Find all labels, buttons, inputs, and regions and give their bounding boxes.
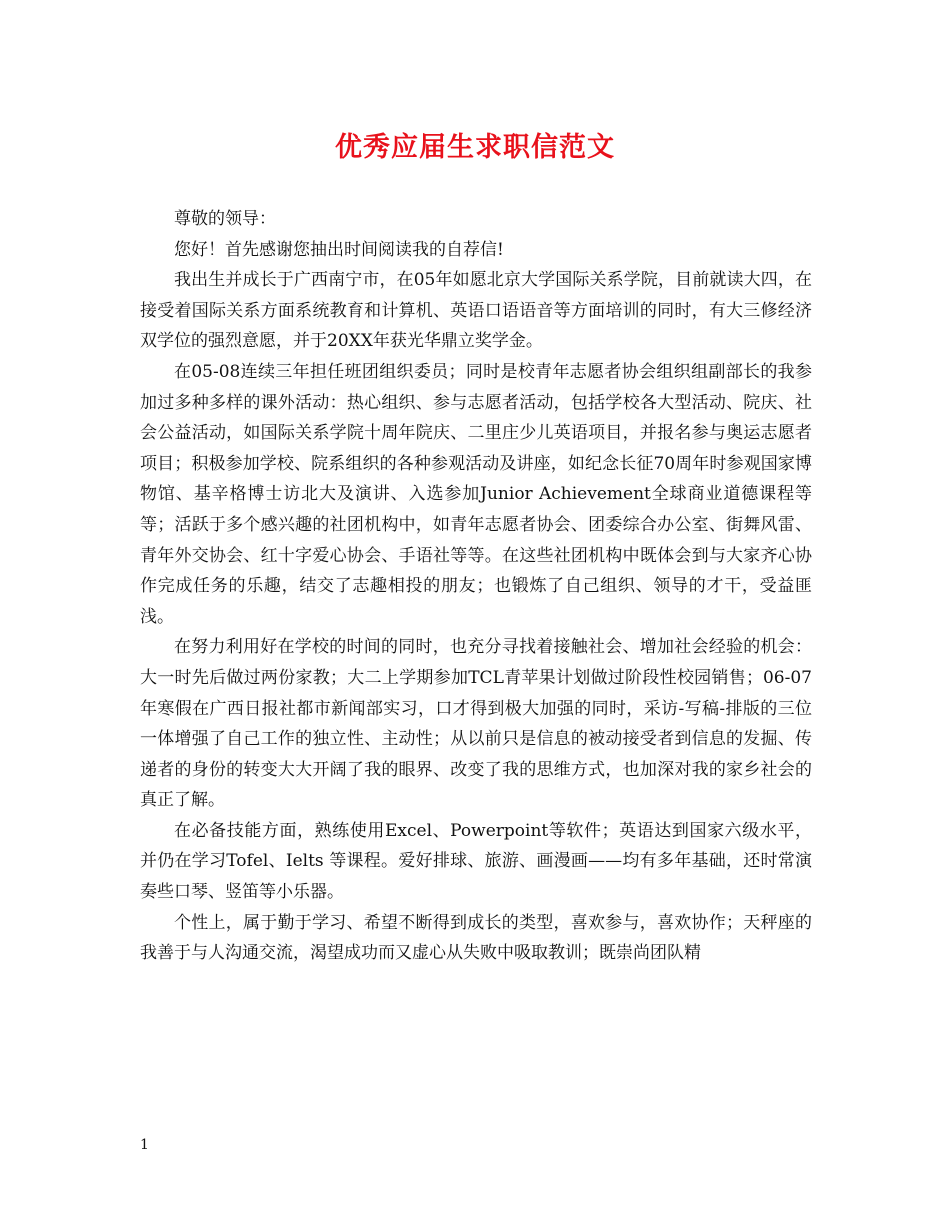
activities-paragraph: 在05-08连续三年担任班团组织委员；同时是校青年志愿者协会组织组副部长的我参加过多种多样的课外活动：热心组织、参与志愿者活动，包括学校各大型活动、院庆、社会公益活动，如国际关系学院十周年院庆、二里庄少儿英语项目，并报名参与奥运志愿者项目；积极参加学校、院系组织的各种参观活动及讲座，如纪念长征70周年时参观国家博物馆、基辛格博士访北大及演讲、入选参加Junior Achievement全球商业道德课程等等；活跃于多个感兴趣的社团机构中，如青年志愿者协会、团委综合办公室、街舞风雷、青年外交协会、红十字爱心协会、手语社等等。在这些社团机构中既体会到与大家齐心协作完成任务的乐趣，结交了志趣相投的朋友；也锻炼了自己组织、领导的才干，受益匪浅。 xyxy=(140,361,812,627)
salutation: 尊敬的领导： xyxy=(174,209,276,229)
greeting-paragraph: 您好！首先感谢您抽出时间阅读我的自荐信! xyxy=(174,239,504,260)
background-paragraph: 我出生并成长于广西南宁市，在05年如愿北京大学国际关系学院，目前就读大四，在接受着国际关系方面系统教育和计算机、英语口语语音等方面培训的同时，有大三修经济双学位的强烈意愿，并于20XX年获光华鼎立奖学金。 xyxy=(140,270,812,352)
personality-paragraph: 个性上，属于勤于学习、希望不断得到成长的类型，喜欢参与，喜欢协作；天秤座的我善于与人沟通交流，渴望成功而又虚心从失败中吸取教训；既崇尚团队精 xyxy=(140,912,812,964)
skills-paragraph: 在必备技能方面，熟练使用Excel、Powerpoint等软件；英语达到国家六级水平，并仍在学习Tofel、Ielts 等课程。爱好排球、旅游、画漫画——均有多年基础，还时常演奏些口琴、竖笛等小乐器。 xyxy=(140,820,812,903)
document-body xyxy=(140,204,812,969)
experience-paragraph: 在努力利用好在学校的时间的同时，也充分寻找着接触社会、增加社会经验的机会：大一时先后做过两份家教；大二上学期参加TCL青苹果计划做过阶段性校园销售；06-07年寒假在广西日报社都市新闻部实习，口才得到极大加强的同时，采访-写稿-排版的三位一体增强了自己工作的独立性、主动性；从以前只是信息的被动接受者到信息的发掘、传递者的身份的转变大大开阔了我的眼界、改变了我的思维方式，也加深对我的家乡社会的真正了解。 xyxy=(140,637,812,811)
page-number: 1 xyxy=(140,1137,149,1153)
document-title: 优秀应届生求职信范文 xyxy=(335,132,615,163)
